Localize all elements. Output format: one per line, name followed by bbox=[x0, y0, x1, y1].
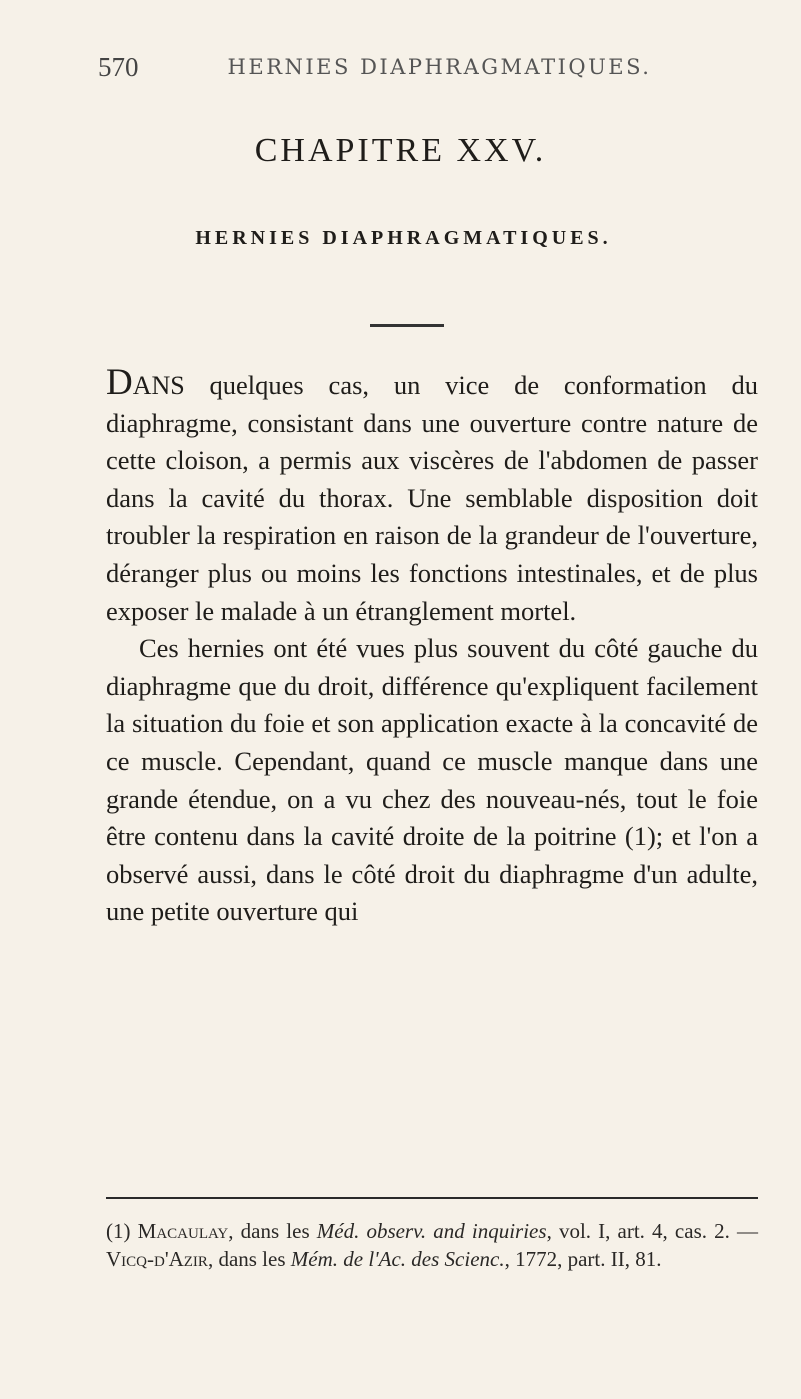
footnote-text-1: , dans les bbox=[228, 1219, 317, 1243]
page-number: 570 bbox=[98, 52, 139, 82]
chapter-title: CHAPITRE XXV. bbox=[254, 132, 547, 169]
dropcap-word: Dans bbox=[106, 362, 185, 403]
chapter-subtitle: HERNIES DIAPHRAGMATIQUES. bbox=[195, 227, 612, 249]
running-title: HERNIES DIAPHRAGMATIQUES. bbox=[227, 55, 652, 79]
paragraph-2: Ces hernies ont été vues plus souvent du côté gauche du diaphragme que du droit, différence qu'expliquent facilement la situation du foie et son application exacte à la concavité de ce muscle. Cependant, quand ce muscle manque dans une grande étendue, on a vu chez des nouveau-nés, tout le foie être contenu dans la cavité droite de la poitrine (1); et l'on a observé aussi, dans le côté droit du diaphragme d'un adulte, une petite ouverture qui bbox=[106, 633, 758, 927]
body-text bbox=[106, 364, 758, 931]
footnote bbox=[106, 1217, 758, 1273]
footnote-text-3: , dans les bbox=[207, 1247, 291, 1271]
footnote-rule bbox=[106, 1197, 758, 1199]
paragraph-1-text: quelques cas, un vice de conformation du diaphragme, consistant dans une ouverture contre nature de cette cloison, a permis aux viscères de l'abdomen de passer dans la cavité du thorax. Une semblable disposition doit troubler la respiration en raison de la grandeur de l'ouverture, déranger plus ou moins les fonctions intestinales, et de plus exposer le malade à un étranglement mortel. bbox=[106, 370, 758, 626]
footnote-work-1: Méd. observ. and inquiries bbox=[316, 1219, 547, 1243]
running-head bbox=[98, 52, 741, 88]
ornamental-rule bbox=[370, 324, 444, 327]
footnote-marker: (1) bbox=[106, 1219, 131, 1243]
footnote-author-1: Macaulay bbox=[137, 1219, 229, 1243]
footnote-author-2: Vicq-d'Azir bbox=[106, 1247, 208, 1271]
footnote-text-2: , vol. I, art. 4, cas. 2. — bbox=[546, 1219, 759, 1243]
paragraph-1 bbox=[106, 364, 758, 630]
footnote-work-2: Mém. de l'Ac. des Scienc. bbox=[290, 1247, 505, 1271]
footnote-text-4: , 1772, part. II, 81. bbox=[504, 1247, 662, 1271]
